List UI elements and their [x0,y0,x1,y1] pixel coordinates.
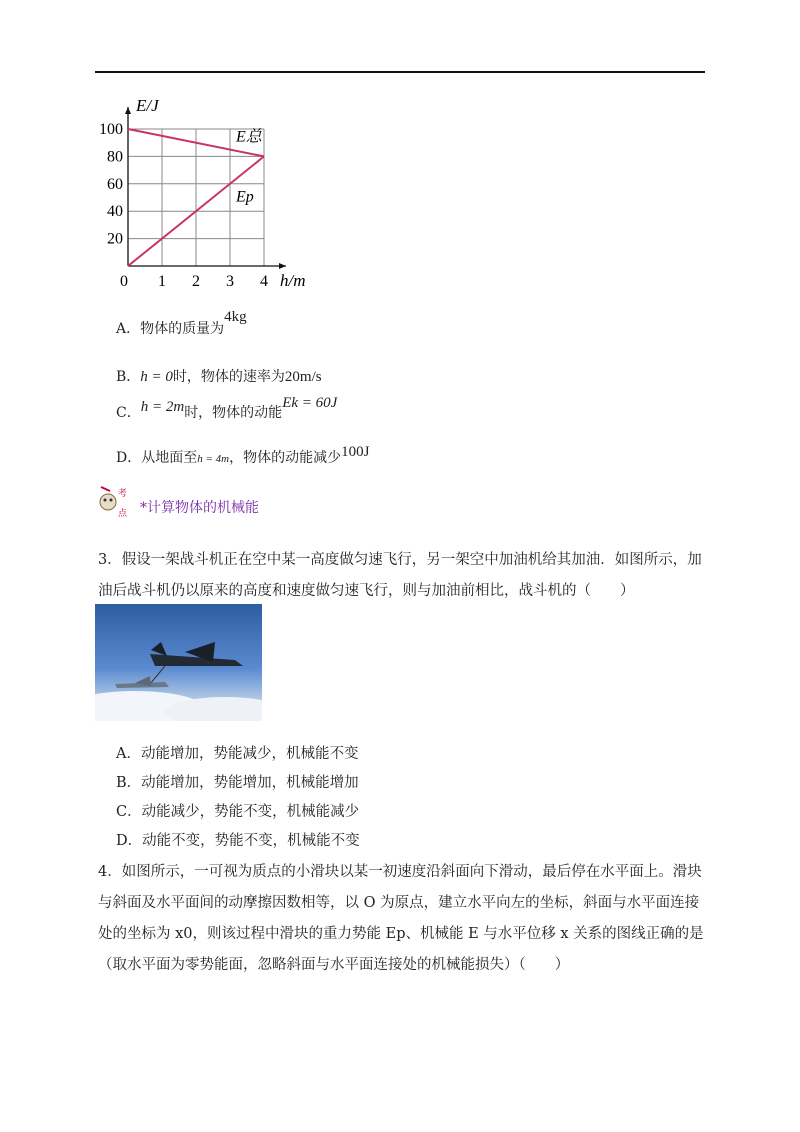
x-tick-label: 4 [260,273,268,290]
x-tick-label: 3 [226,273,234,290]
option-d: D．从地面至h = 4m，物体的动能减少100J [116,444,370,466]
kaodian-label: *计算物体的机械能 [140,500,259,516]
y-tick-label: 20 [107,230,123,248]
q3-option-c: C．动能减少，势能不变，机械能减少 [116,804,360,820]
y-axis-label: E/J [136,96,159,115]
option-a: A．物体的质量为4kg [116,309,247,337]
q3-option-a: A．动能增加，势能减少，机械能不变 [116,746,359,762]
x-tick-label: 0 [120,273,128,290]
header-rule [95,71,705,73]
svg-text:考: 考 [118,488,128,498]
energy-height-chart [90,92,410,292]
option-c: C．h = 2m时，物体的动能Ek = 60J [116,395,338,421]
y-tick-label: 60 [107,175,123,193]
option-b: B．h = 0时，物体的速率为20m/s [116,369,322,385]
x-axis-label: h/m [280,271,306,290]
y-axis-arrow [125,107,131,114]
x-axis-arrow [279,263,286,269]
x-tick-label: 2 [192,273,200,290]
question-3-stem: 3．假设一架战斗机正在空中某一高度做匀速飞行，另一架空中加油机给其加油．如图所示，加油后战斗机仍以原来的高度和速度做匀速飞行，则与加油前相比，战斗机的（ ） [98,552,702,599]
question-4-stem: 4．如图所示，一可视为质点的小滑块以某一初速度沿斜面向下滑动，最后停在水平面上。滑块与斜面及水平面间的动摩擦因数相等，以 O 为原点，建立水平向左的坐标，斜面与水平面连接处的坐标为 x0，则该过程中滑块的重力势能 Ep、机械能 E 与水平位移 x 关系的图线正确的是（取水平面为零势能面，忽略斜面与水平面连接处的机械能损失）（ ） [98,864,704,973]
refueling-photo [95,604,262,721]
svg-text:点: 点 [118,508,128,518]
q3-option-d: D．动能不变，势能不变，机械能不变 [116,833,360,849]
series-label-ep: Ep [236,188,254,206]
y-tick-label: 80 [107,148,123,166]
x-tick-label: 1 [158,273,166,290]
y-tick-label: 40 [107,203,123,221]
q3-option-b: B．动能增加，势能增加，机械能增加 [116,775,359,791]
kaodian-icon [98,482,134,522]
series-label-e-total: E总 [236,128,262,146]
y-tick-label: 100 [99,121,123,138]
